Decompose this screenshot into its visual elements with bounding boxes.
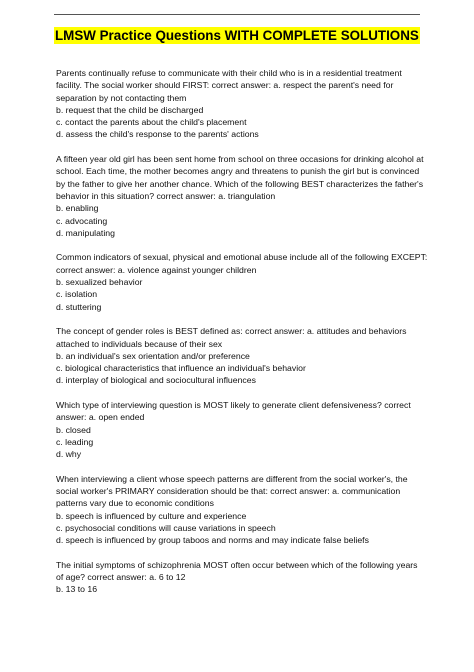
question-block	[56, 325, 434, 386]
question-list	[56, 67, 434, 608]
answer-text-line: of age? correct answer: a. 6 to 12	[56, 572, 186, 583]
answer-text-line: d. manipulating	[56, 227, 115, 238]
answer-text-line: b. speech is influenced by culture and experience	[56, 510, 247, 521]
question-block	[56, 559, 434, 596]
answer-text-line: b. enabling	[56, 203, 99, 214]
answer-text-line: c. advocating	[56, 215, 108, 226]
question-block	[56, 153, 434, 239]
answer-text-line: behavior in this situation? correct answer: a. triangulation	[56, 190, 276, 201]
question-text-line: When interviewing a client whose speech patterns are different from the social worker's, the	[56, 473, 408, 484]
question-text-line: Which type of interviewing question is MOST likely to generate client defensiveness? correct	[56, 400, 411, 411]
answer-text-line: patterns vary due to economic conditions	[56, 498, 214, 509]
question-text-line: The initial symptoms of schizophrenia MOST often occur between which of the following years	[56, 559, 418, 570]
answer-text-line: answer: a. open ended	[56, 412, 145, 423]
document-title: LMSW Practice Questions WITH COMPLETE SOLUTIONS	[55, 28, 419, 43]
top-divider	[54, 14, 420, 15]
question-text-line: Parents continually refuse to communicate with their child who is in a residential treatment	[56, 68, 402, 78]
answer-text-line: correct answer: a. violence against younger children	[56, 264, 257, 275]
answer-text-line: d. assess the child's response to the parents' actions	[56, 129, 259, 140]
answer-text-line: school. Each time, the mother becomes angry and threatens to punish the girl but is convinced	[56, 166, 420, 177]
question-block	[56, 251, 434, 312]
answer-text-line: b. request that the child be discharged	[56, 104, 204, 115]
question-text-line: The concept of gender roles is BEST defined as: correct answer: a. attitudes and behaviors	[56, 326, 407, 337]
answer-text-line: b. closed	[56, 424, 91, 435]
question-text-line: A fifteen year old girl has been sent home from school on three occasions for drinking alcohol at	[56, 154, 424, 165]
answer-text-line: d. why	[56, 449, 82, 460]
answer-text-line: b. 13 to 16	[56, 584, 98, 595]
answer-text-line: attached to individuals because of their sex	[56, 338, 223, 349]
answer-text-line: c. biological characteristics that influence an individual's behavior	[56, 363, 306, 374]
answer-text-line: c. contact the parents about the child's placement	[56, 117, 247, 128]
question-block	[56, 67, 434, 141]
answer-text-line: social worker's PRIMARY consideration should be that: correct answer: a. communication	[56, 486, 401, 497]
answer-text-line: d. stuttering	[56, 301, 102, 312]
answer-text-line: separation by not contacting them	[56, 92, 187, 103]
answer-text-line: c. leading	[56, 436, 94, 447]
question-block	[56, 399, 434, 460]
question-block	[56, 473, 434, 547]
answer-text-line: d. interplay of biological and sociocultural influences	[56, 375, 256, 386]
answer-text-line: d. speech is influenced by group taboos and norms and may indicate false beliefs	[56, 535, 369, 546]
answer-text-line: by the father to give her another chance. Which of the following BEST characterizes the father's	[56, 178, 424, 189]
answer-text-line: c. psychosocial conditions will cause variations in speech	[56, 522, 276, 533]
answer-text-line: b. sexualized behavior	[56, 277, 143, 288]
answer-text-line: b. an individual's sex orientation and/or preference	[56, 350, 250, 361]
answer-text-line: facility. The social worker should FIRST: correct answer: a. respect the parent's need for	[56, 80, 394, 91]
answer-text-line: c. isolation	[56, 289, 98, 300]
question-text-line: Common indicators of sexual, physical and emotional abuse include all of the following EXCEPT:	[56, 252, 428, 263]
